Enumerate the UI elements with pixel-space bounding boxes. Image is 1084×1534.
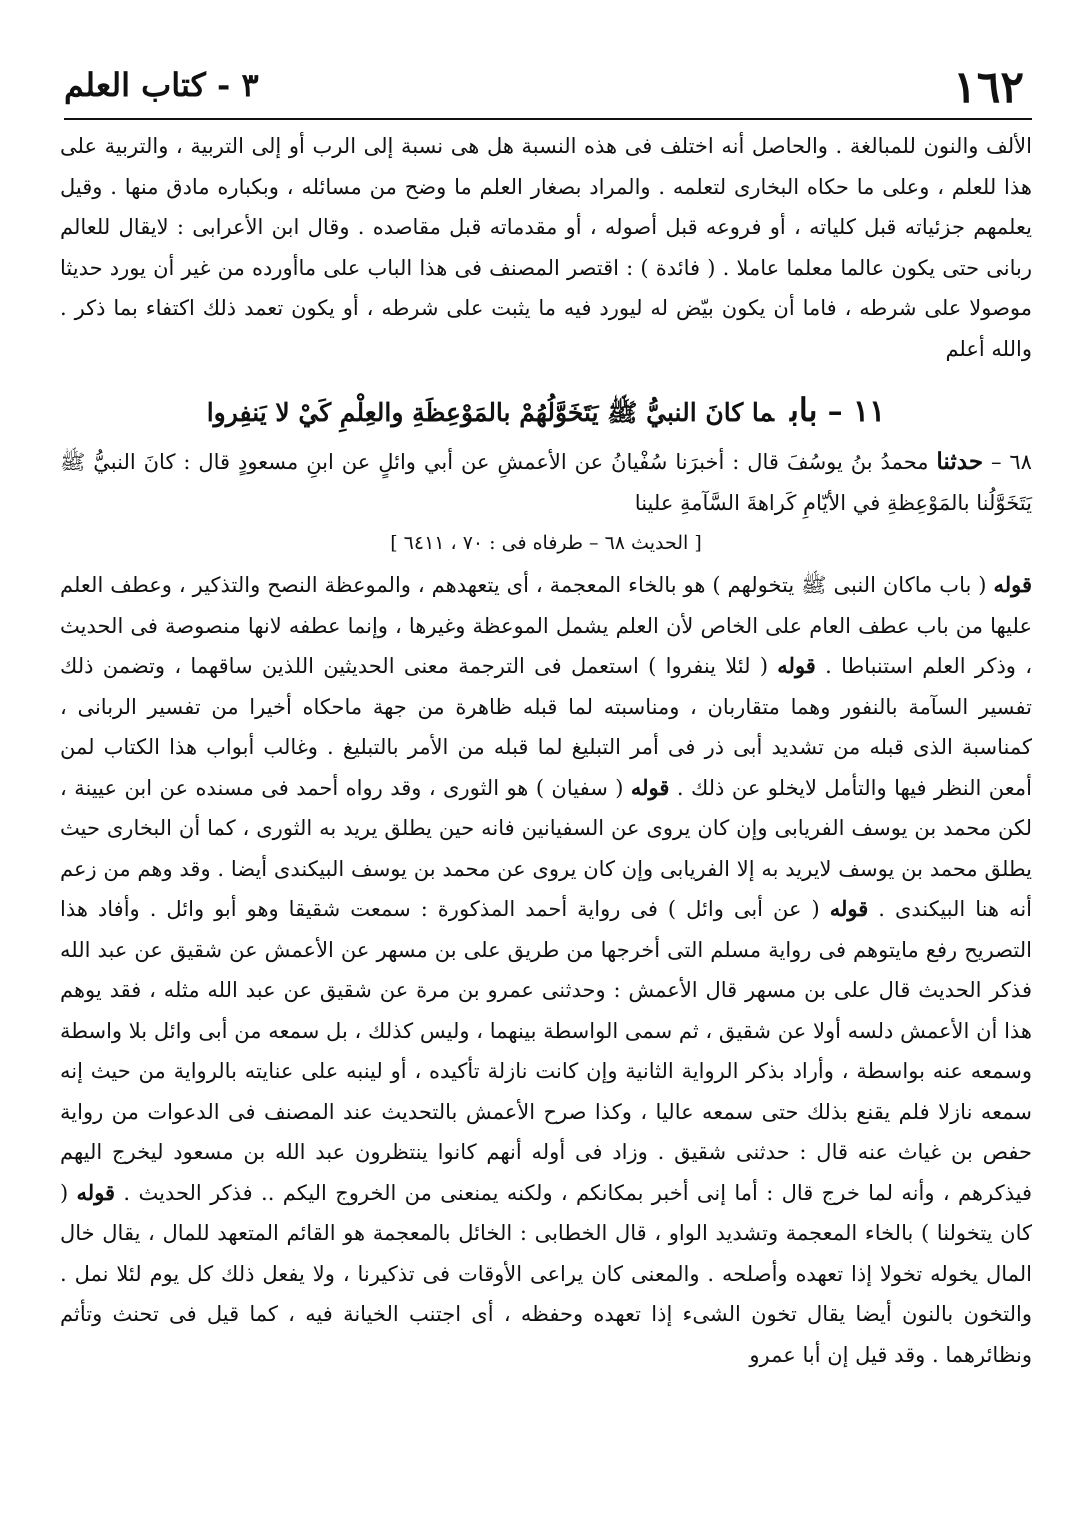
commentary-paragraph	[60, 565, 1032, 1375]
intro-paragraph: الألف والنون للمبالغة . والحاصل أنه اختلف فى هذه النسبة هل هى نسبة إلى الرب أو إلى التربية ، والتربية على هذا للعلم ، وعلى ما حكاه البخارى لتعلمه . والمراد بصغار العلم ما وضح من مسائله ، وبكباره مادق منها . وقيل يعلمهم جزئياته قبل كلياته ، أو فروعه قبل أصوله ، أو مقدماته قبل مقاصده . وقال ابن الأعرابى : لايقال للعالم ربانى حتى يكون عالما معلما عاملا . ( فائدة ) : اقتصر المصنف فى هذا الباب على ماأورده من غير أن يورد حديثا موصولا على شرطه ، فاما أن يكون بيّض له ليورد فيه ما يثبت على شرطه ، أو يكون تعمد ذلك اكتفاء بما ذكر . والله أعلم	[60, 134, 1032, 361]
chapter-number: ١١ –	[827, 394, 886, 429]
commentary-keyword: قوله	[829, 896, 869, 921]
commentary-keyword: قوله	[630, 774, 670, 800]
running-chapter-title: ٣ - كتاب العلم	[64, 66, 259, 104]
hadith-paragraph	[60, 442, 1032, 523]
chapter-heading	[60, 387, 1032, 436]
commentary-text: ( سفيان ) هو الثورى ، وقد رواه أحمد فى مسنده عن ابن عيينة ، لكن محمد بن يوسف الفريابى وإن كان يروى عن السفيانين فانه حين يطلق يريد به الثورى ، كما أن البخارى حيث يطلق محمد بن يوسف لايريد به إلا الفريابى وإن كان يروى عن محمد بن يوسف البيكندى أيضا . وقد وهم من زعم أنه هنا البيكندى .	[60, 775, 1032, 921]
commentary-text: ( لئلا ينفروا ) استعمل فى الترجمة معنى الحديثين اللذين ساقهما ، وتضمن ذلك تفسير السآمة بالنفور وهما متقاربان ، ومناسبته لما قبله ظاهرة من جهة ماحكاه أخيرا من تفسير الربانى ، كمناسبة الذى قبله من تشديد أبى ذر فى أمر التبليغ لما قبله من الأمر بالتبليغ . وغالب أبواب هذا الكتاب لمن أمعن النظر فيها والتأمل لايخلو عن ذلك .	[60, 654, 1032, 800]
commentary-keyword: قوله	[76, 1179, 116, 1205]
hadith-number: ٦٨ –	[990, 450, 1032, 474]
hadith-text: محمدُ بنُ يوسُفَ قال : أخبرَنا سُفْيانُ عن الأعمشِ عن أبي وائلٍ عن ابنِ مسعودٍ قال : كانَ النبيُّ ﷺ يَتَخَوَّلُنا بالمَوْعِظةِ في الأيّامِ كَراهةَ السَّآمةِ علينا	[60, 450, 1032, 515]
page-number: ١٦٢	[953, 62, 1024, 113]
commentary-keyword: قوله	[993, 572, 1032, 597]
hadith-keyword: حدثنا	[936, 448, 984, 475]
commentary-text: ( عن أبى وائل ) فى رواية أحمد المذكورة : سمعت شقيقا وهو أبو وائل . وأفاد هذا التصريح رفع مايتوهم فى رواية مسلم التى أخرجها من طريق على بن مسهر عن الأعمش عن شقيق عن عبد الله فذكر الحديث قال على بن مسهر قال الأعمش : وحدثنى عمرو بن مرة عن شقيق عن عبد الله مثله ، فقد يوهم هذا أن الأعمش دلسه أولا عن شقيق ، ثم سمى الواسطة بينهما ، وليس كذلك ، بل سمعه من أبى وائل بلا واسطة وسمعه عنه بواسطة ، وأراد بذكر الرواية الثانية وإن كانت نازلة تأكيده ، أو لينبه على عنايته بالرواية من حيث إنه سمعه نازلا فلم يقنع بذلك حتى سمعه عاليا ، وكذا صرح الأعمش بالتحديث عند المصنف فى الدعوات من رواية حفص بن غياث عنه قال : حدثنى شقيق . وزاد فى أوله أنهم كانوا ينتظرون عبد الله بن مسعود ليخرج اليهم فيذكرهم ، وأنه لما خرج قال : أما إنى أخبر بمكانكم ، ولكنه يمنعنى من الخروج اليكم .. فذكر الحديث .	[60, 897, 1033, 1205]
commentary-keyword: قوله	[777, 653, 816, 678]
chapter-title: ما كانَ النبيُّ ﷺ يَتَخَوَّلُهُمْ بالمَوْعِظَةِ والعِلْمِ كَيْ لا يَنفِروا	[206, 398, 774, 427]
chapter-keyword: باب	[790, 391, 818, 429]
header-divider	[64, 118, 1032, 120]
page-header	[60, 0, 1032, 118]
commentary-text: ( باب ماكان النبى ﷺ يتخولهم ) هو بالخاء المعجمة ، أى يتعهدهم ، والموعظة النصح والتذكير ، وعطف العلم عليها من باب عطف العام على الخاص لأن العلم يشمل الموعظة وغيرها ، وإنما عطفه لانها منصوصة فى الحديث ، وذكر العلم استنباطا .	[60, 573, 1032, 678]
hadith-reference: [ الحديث ٦٨ – طرفاه فى : ٧٠ ، ٦٤١١ ]	[390, 532, 702, 554]
commentary-text: ( كان يتخولنا ) بالخاء المعجمة وتشديد الواو ، قال الخطابى : الخائل بالمعجمة هو القائم المتعهد للمال ، يقال خال المال يخوله تخولا إذا تعهده وأصلحه . والمعنى كان يراعى الأوقات فى تذكيرنا ، ولا يفعل ذلك كل يوم لئلا نمل . والتخون بالنون أيضا يقال تخون الشىء إذا تعهده وحفظه ، أى اجتنب الخيانة فيه ، كما قيل فى تحنث وتأثم ونظائرهما . وقد قيل إن أبا عمرو	[60, 1180, 1032, 1367]
